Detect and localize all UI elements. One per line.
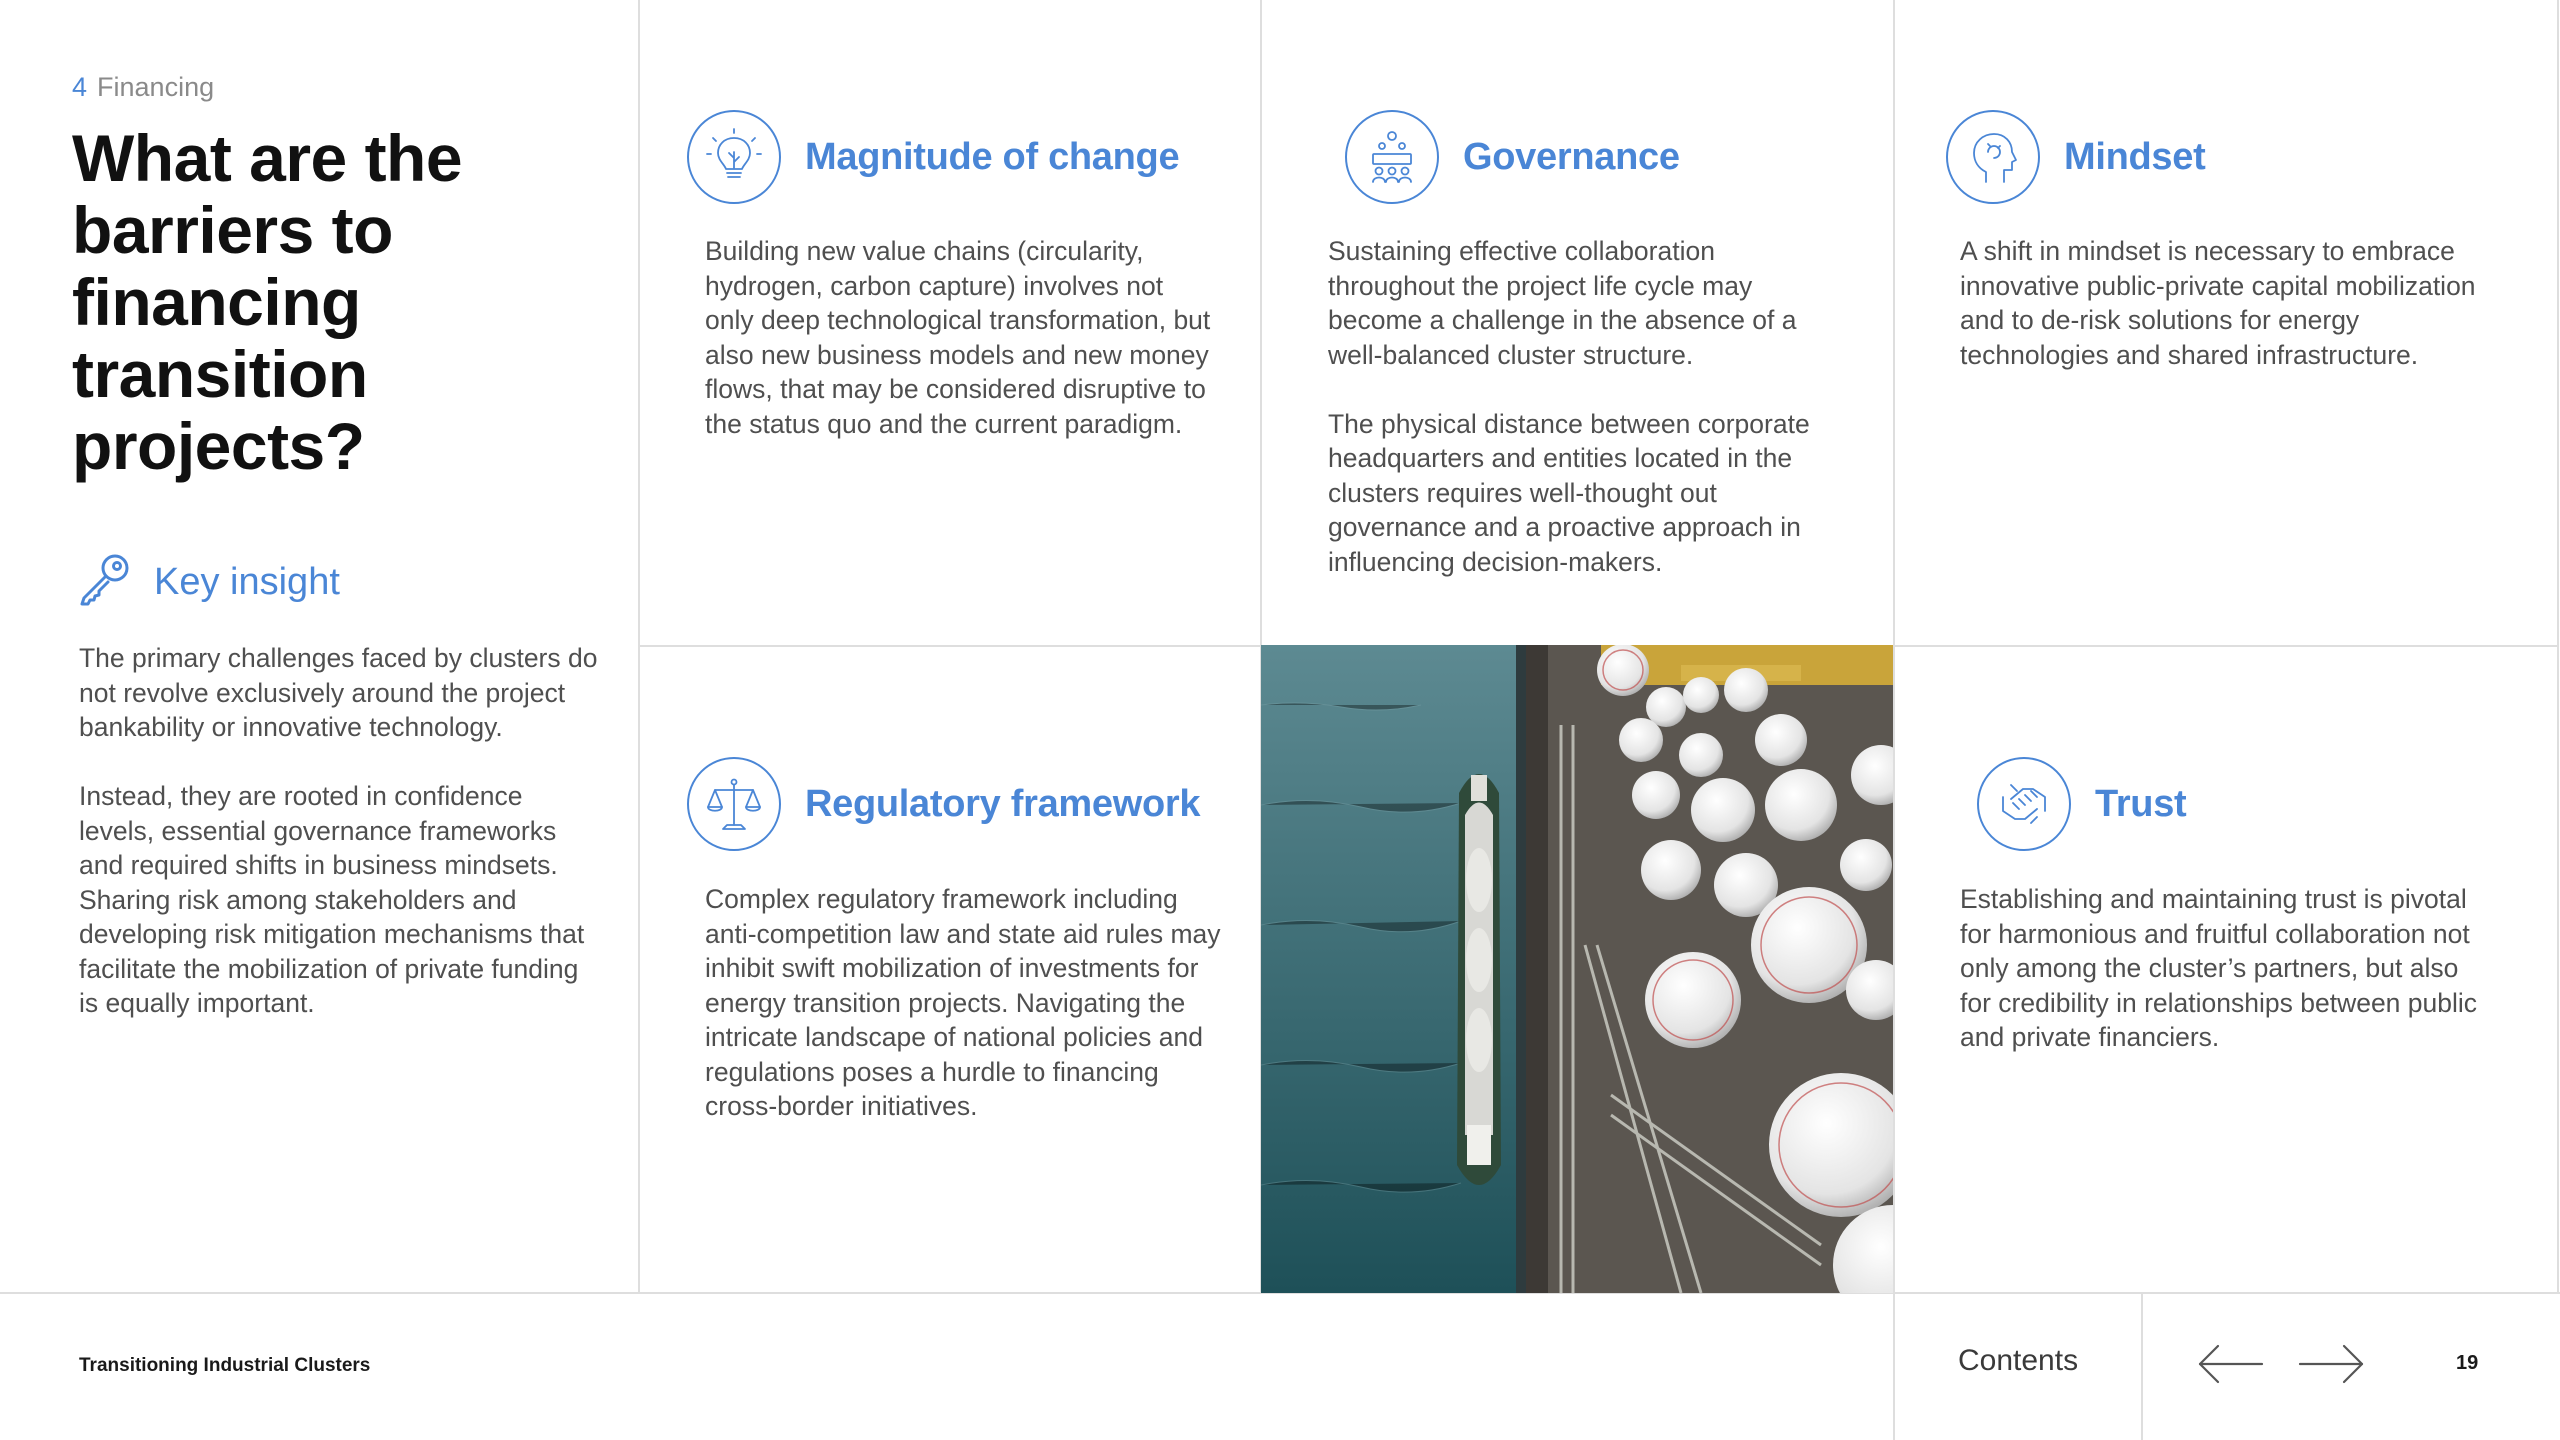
paragraph: The physical distance between corporate headquarters and entities located in the clusters requires well-thought out governance and a proactive approach in influencing decision-makers. [1328, 408, 1810, 577]
industrial-port-photo [1261, 645, 1893, 1293]
governance-card-text [1328, 234, 1848, 614]
governance-card-heading [1345, 110, 1680, 204]
paragraph: Sustaining effective collaboration throughout the project life cycle may become a challenge in the absence of a well-balanced cluster structure. [1328, 236, 1797, 370]
contents-link[interactable]: Contents [1958, 1344, 2079, 1377]
key-insight-label: Key insight [154, 561, 340, 603]
key-icon [78, 552, 132, 613]
paragraph: A shift in mindset is necessary to embrace innovative public-private capital mobilization and to de-risk solutions for energy technologies and shared infrastructure. [1960, 236, 2476, 370]
divider [2141, 1292, 2143, 1440]
magnitude-card-text [705, 234, 1215, 476]
trust-card-heading [1977, 757, 2186, 851]
paragraph: The primary challenges faced by clusters do not revolve exclusively around the project bankability or innovative technology. [79, 643, 598, 742]
key-insight-heading [78, 552, 340, 613]
next-page-arrow-icon[interactable] [2296, 1340, 2366, 1388]
handshake-icon [1977, 757, 2071, 851]
section-number: 4 [72, 72, 88, 102]
page-number: 19 [2456, 1352, 2479, 1374]
paragraph: Building new value chains (circularity, hydrogen, carbon capture) involves not only deep technological transformation, but also new business models and new money flows, that may be considered disruptive to the status quo and the current paradigm. [705, 236, 1211, 439]
trust-card-title: Trust [2095, 782, 2187, 825]
governance-card-title: Governance [1463, 135, 1680, 178]
paragraph: Instead, they are rooted in confidence levels, essential governance frameworks and required shifts in business mindsets. Sharing risk among stakeholders and developing risk mitigation mechanisms that facilitate the mobilization of private funding is equally important. [79, 781, 585, 1018]
magnitude-card-heading [687, 110, 1179, 204]
scales-icon [687, 757, 781, 851]
paragraph: Complex regulatory framework including anti-competition law and state aid rules may inhibit swift mobilization of investments for energy transition projects. Navigating the intricate landscape of national policies and regulations poses a hurdle to financing cross-border initiatives. [705, 884, 1221, 1121]
paragraph: Establishing and maintaining trust is pivotal for harmonious and fruitful collaboration not only among the cluster’s partners, but also for credibility in relationships between public and private financiers. [1960, 884, 2478, 1052]
previous-page-arrow-icon[interactable] [2196, 1340, 2266, 1388]
meeting-table-icon [1345, 110, 1439, 204]
regulatory-card-text [705, 882, 1225, 1158]
mindset-card-title: Mindset [2064, 135, 2206, 178]
lightbulb-icon [687, 110, 781, 204]
page-title: What are the barriers to financing transition projects? [72, 121, 463, 483]
section-title: Financing [97, 72, 215, 102]
head-profile-icon [1946, 110, 2040, 204]
footer-publication-title: Transitioning Industrial Clusters [79, 1355, 371, 1376]
trust-card-text [1960, 882, 2480, 1089]
photo-illustration [1261, 645, 1893, 1293]
mindset-card-heading [1946, 110, 2205, 204]
regulatory-card-heading [687, 757, 1200, 851]
section-label [72, 72, 214, 103]
magnitude-card-title: Magnitude of change [805, 135, 1180, 178]
mindset-card-text [1960, 234, 2480, 407]
divider [1893, 0, 1895, 1440]
key-insight-text [79, 641, 599, 1055]
regulatory-card-title: Regulatory framework [805, 782, 1201, 825]
